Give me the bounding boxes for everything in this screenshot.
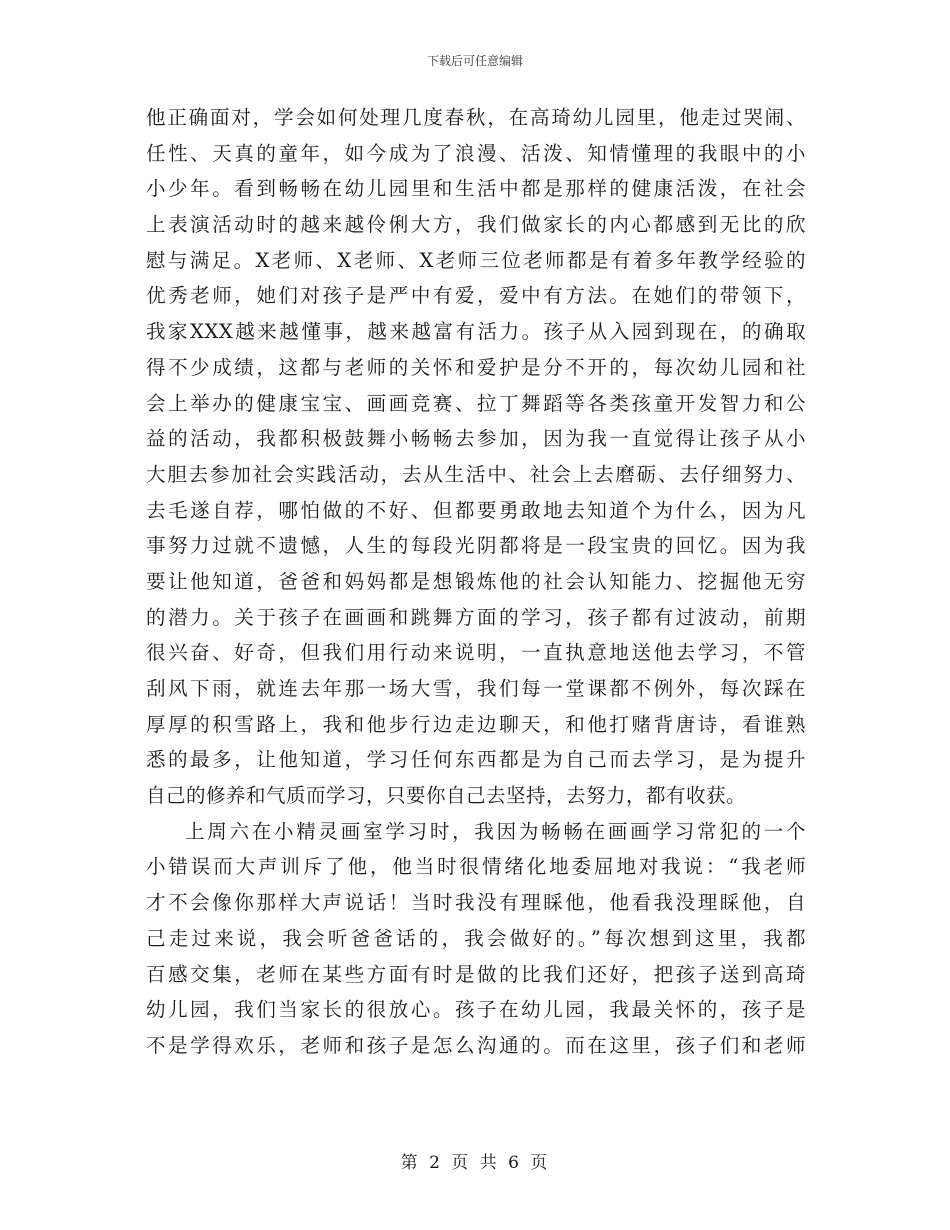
footer-page-label: 页 [451, 1153, 471, 1173]
text-line: 厚厚的积雪路上，我和他步行边走边聊天，和他打赌背唐诗，看谁熟 [146, 712, 806, 736]
text-line: 慰与满足。X老师、X老师、X老师三位老师都是有着多年教学经验的 [146, 248, 806, 272]
text-line: 大胆去参加社会实践活动，去从生活中、社会上去磨砺、去仔细努力、 [146, 462, 806, 486]
text-line: 悉的最多，让他知道，学习任何东西都是为自己而去学习，是为提升 [146, 748, 806, 772]
text-line: 自己的修养和气质而学习，只要你自己去坚持，去努力，都有收获。 [146, 784, 747, 808]
text-line: 我家XXX越来越懂事，越来越富有活力。孩子从入园到现在，的确取 [146, 320, 806, 344]
page-footer [0, 1152, 950, 1174]
footer-total-suffix: 页 [530, 1153, 550, 1173]
text-line: 去毛遂自荐，哪怕做的不好、但都要勇敢地去知道个为什么，因为凡 [146, 498, 806, 522]
text-line: 任性、天真的童年，如今成为了浪漫、活泼、知情懂理的我眼中的小 [146, 141, 806, 165]
page-header-note: 下载后可任意编辑 [426, 54, 523, 68]
document-body [146, 100, 806, 1064]
footer-page-prefix: 第 [400, 1153, 420, 1173]
text-line: 的潜力。关于孩子在画画和跳舞方面的学习，孩子都有过波动，前期 [146, 605, 806, 629]
text-line: 他正确面对，学会如何处理几度春秋，在高琦幼儿园里，他走过哭闹、 [146, 106, 806, 129]
paragraph-1 [146, 100, 806, 814]
text-line: 小错误而大声训斥了他，他当时很情绪化地委屈地对我说：“我老师 [146, 855, 806, 879]
text-line: 要让他知道，爸爸和妈妈都是想锻炼他的社会认知能力、挖掘他无穷 [146, 569, 806, 593]
footer-total-prefix: 共 [479, 1153, 499, 1173]
text-line: 己走过来说，我会听爸爸话的，我会做好的。”每次想到这里，我都 [146, 926, 806, 950]
text-line: 优秀老师，她们对孩子是严中有爱，爱中有方法。在她们的带领下， [146, 284, 806, 308]
text-line: 事努力过就不遗憾，人生的每段光阴都将是一段宝贵的回忆。因为我 [146, 534, 806, 558]
text-line: 得不少成绩，这都与老师的关怀和爱护是分不开的，每次幼儿园和社 [146, 355, 806, 379]
text-line: 上周六在小精灵画室学习时，我因为畅畅在画画学习常犯的一个 [185, 819, 806, 843]
text-line: 不是学得欢乐，老师和孩子是怎么沟通的。而在这里，孩子们和老师 [146, 1033, 806, 1057]
text-line: 百感交集，老师在某些方面有时是做的比我们还好，把孩子送到高琦 [146, 962, 806, 986]
text-line: 益的活动，我都积极鼓舞小畅畅去参加，因为我一直觉得让孩子从小 [146, 427, 806, 451]
text-line: 才不会像你那样大声说话！当时我没有理睬他，他看我没理睬他，自 [146, 891, 806, 915]
text-line: 会上举办的健康宝宝、画画竞赛、拉丁舞蹈等各类孩童开发智力和公 [146, 391, 806, 415]
text-line: 小少年。看到畅畅在幼儿园里和生活中都是那样的健康活泼，在社会 [146, 177, 806, 201]
footer-total-pages: 6 [508, 1153, 521, 1173]
text-line: 很兴奋、好奇，但我们用行动来说明，一直执意地送他去学习，不管 [146, 641, 806, 665]
text-line: 刮风下雨，就连去年那一场大雪，我们每一堂课都不例外，每次踩在 [146, 677, 806, 700]
footer-page-number: 2 [429, 1153, 442, 1173]
text-line: 幼儿园，我们当家长的很放心。孩子在幼儿园，我最关怀的，孩子是 [146, 998, 806, 1022]
text-line: 上表演活动时的越来越伶俐大方，我们做家长的内心都感到无比的欣 [146, 213, 806, 237]
paragraph-2 [146, 814, 806, 1064]
